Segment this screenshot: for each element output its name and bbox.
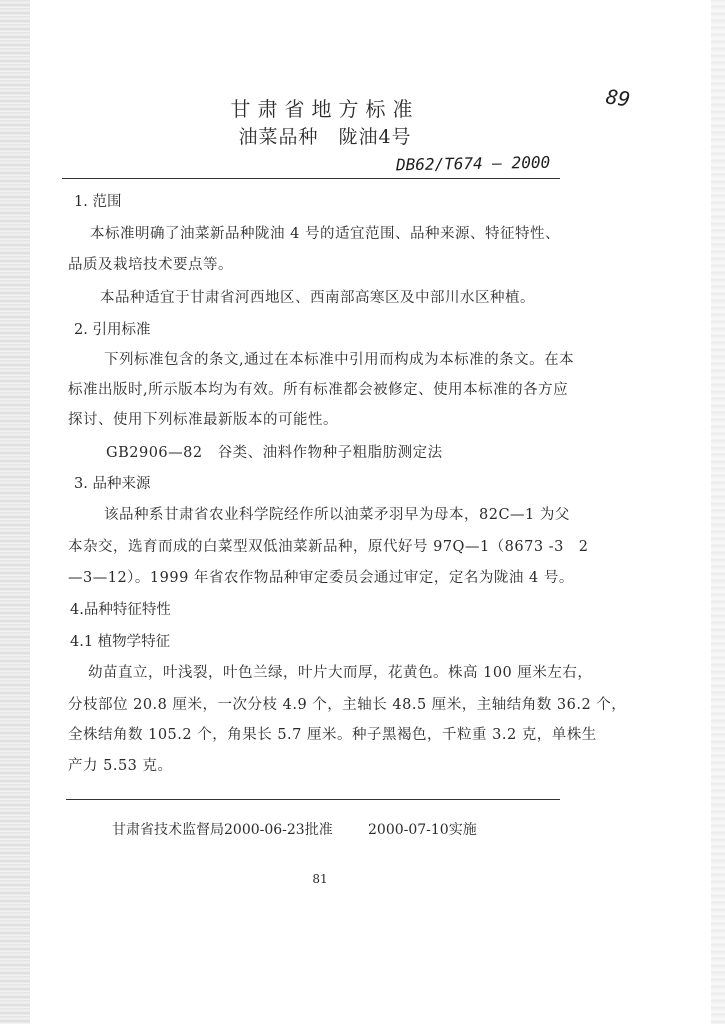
section-3-paragraph-line-1: 该品种系甘肃省农业科学院经作所以油菜矛羽早为母本，82C—1 为父: [104, 507, 570, 523]
section-2-heading: 2. 引用标准: [74, 322, 151, 338]
handwritten-margin-note: 89: [604, 84, 632, 112]
section-3-paragraph-line-2: 本杂交，选育而成的白菜型双低油菜新品种，原代好号 97Q—1（8673 -3 2: [68, 539, 589, 555]
section-1-paragraph-2: 本品种适宜于甘肃省河西地区、西南部高寒区及中部川水区种植。: [100, 290, 535, 306]
section-1-paragraph-1-line-1: 本标准明确了油菜新品种陇油 4 号的适宜范围、品种来源、特征特性、: [90, 226, 560, 242]
scan-edge-right: [711, 0, 725, 1024]
standard-code: DB62/T674 — 2000: [395, 152, 551, 175]
document-title: 甘肃省地方标准: [230, 97, 420, 121]
section-1-paragraph-1-line-2: 品质及栽培技术要点等。: [68, 257, 233, 273]
section-4-1-paragraph-line-4: 产力 5.53 克。: [68, 758, 173, 774]
implementation-text: 2000-07-10实施: [368, 822, 477, 838]
footer-divider: [66, 799, 560, 800]
section-2-paragraph-line-1: 下列标准包含的条文,通过在本标准中引用而构成为本标准的条文。在本: [104, 352, 575, 368]
approval-text: 甘肃省技术监督局2000-06-23批准: [112, 822, 333, 838]
section-4-1-paragraph-line-3: 全株结角数 105.2 个，角果长 5.7 厘米。种子黑褐色，千粒重 3.2 克，单株生: [68, 727, 597, 743]
section-3-paragraph-line-3: —3—12）。1999 年省农作物品种审定委员会通过审定，定名为陇油 4 号。: [68, 570, 574, 586]
section-4-1-paragraph-line-1: 幼苗直立，叶浅裂，叶色兰绿，叶片大而厚，花黄色。株高 100 厘米左右，: [88, 665, 593, 681]
section-1-heading: 1. 范围: [74, 194, 122, 210]
section-2-paragraph-line-3: 探讨、使用下列标准最新版本的可能性。: [68, 412, 338, 428]
section-2-paragraph-line-2: 标准出版时,所示版本均为有效。所有标准都会被修定、使用本标准的各方应: [68, 382, 569, 398]
page-number: 81: [312, 872, 328, 886]
section-4-1-heading: 4.1 植物学特征: [70, 634, 171, 650]
header-divider: [62, 178, 560, 179]
section-4-heading: 4.品种特征特性: [70, 602, 171, 618]
section-3-heading: 3. 品种来源: [74, 476, 151, 492]
section-2-referenced-standard: GB2906—82 谷类、油料作物种子粗脂肪测定法: [106, 445, 443, 461]
scan-edge-left: [0, 0, 30, 1024]
section-4-1-paragraph-line-2: 分枝部位 20.8 厘米，一次分枝 4.9 个，主轴长 48.5 厘米，主轴结角数 36.2 个，: [68, 697, 627, 713]
document-subtitle: 油菜品种 陇油4号: [238, 126, 412, 148]
